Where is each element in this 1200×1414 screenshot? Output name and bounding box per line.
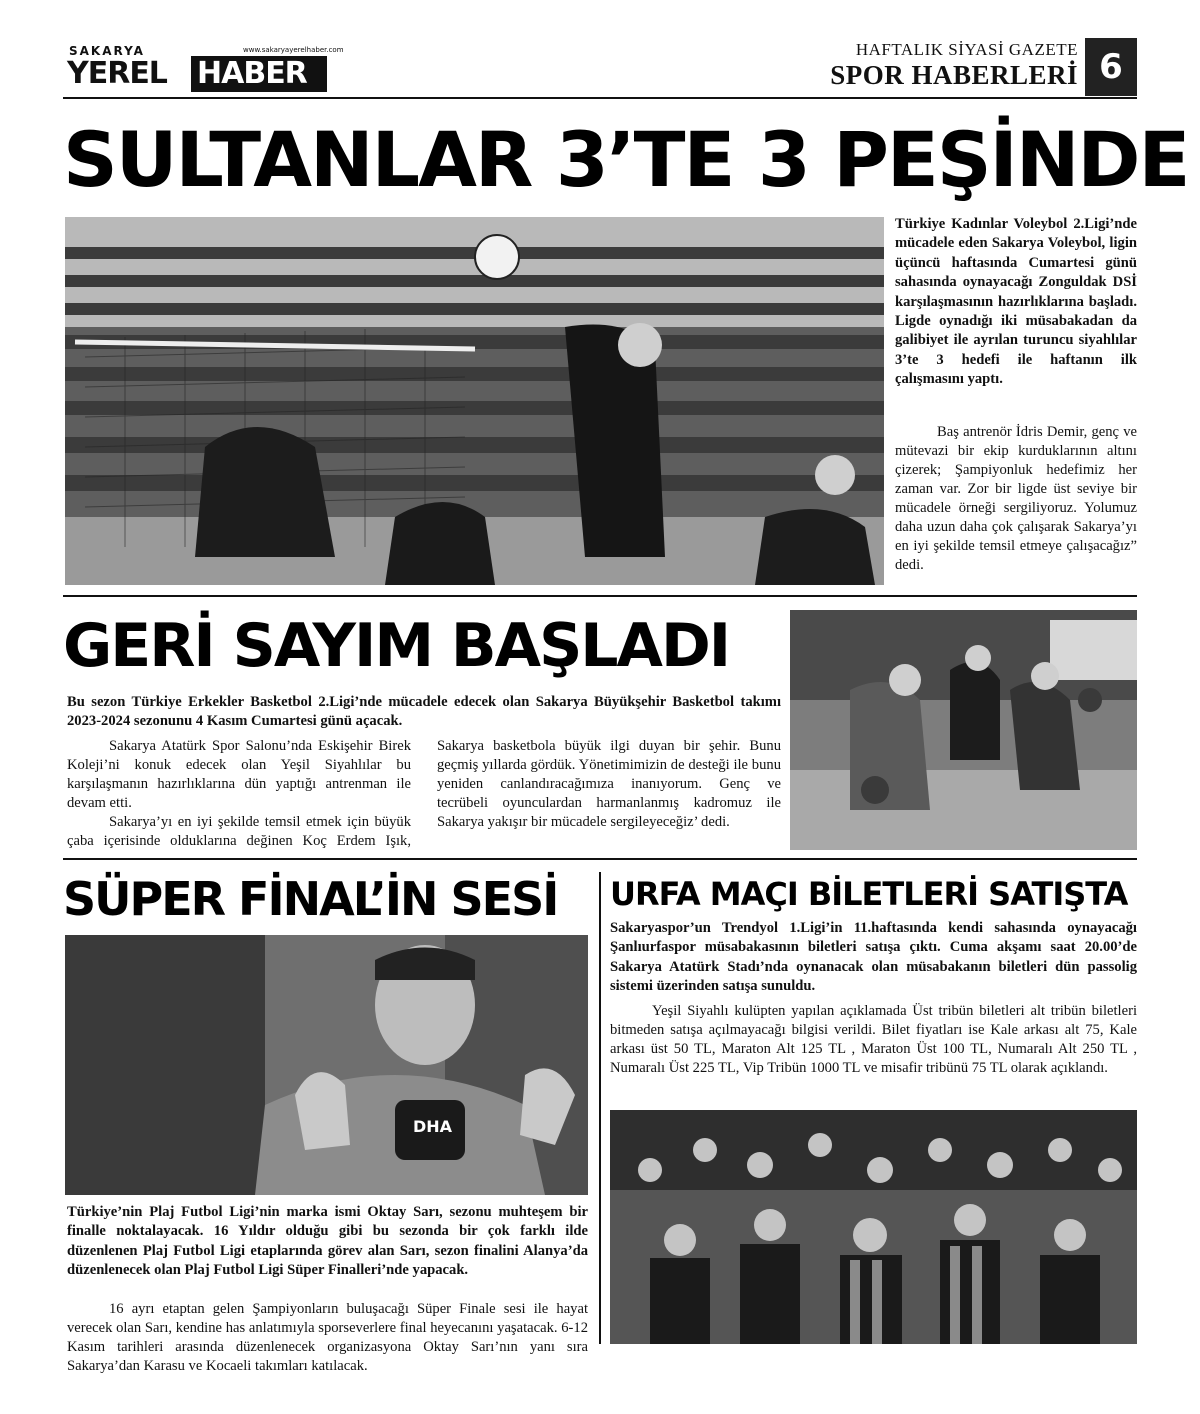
story2-body-paragraph: Sakarya’yı en iyi şekilde temsil etmek için büyük çaba içerisinde olduklarına değinen Koç Erdem Işık, Sakarya basketbola büyük ilgi duyan bir şehir. Bunu geçmiş yıllarda gördük. Yönetimimizin de desteği ile bunu yeniden canlandıracağımıza inanıyorum. Genç ve tecrübeli oyunculardan harmanlanmış kadromuz ile Sakarya yakışır bir mücadele sergileyeceğiz’ dedi.	[67, 738, 781, 849]
story2-lead: Bu sezon Türkiye Erkekler Basketbol 2.Ligi’nde mücadele edecek olan Sakarya Büyükşehir Basketbol takımı 2023-2024 sezonunu 4 Kasım Cumartesi günü açacak.	[67, 694, 781, 730]
section-divider	[63, 595, 1137, 597]
logo-url: www.sakaryayerelhaber.com	[243, 46, 344, 54]
story1-body	[895, 423, 1137, 575]
story3-body	[67, 1300, 588, 1376]
story3-body-paragraph: 16 ayrı etaptan gelen Şampiyonların buluşacağı Süper Finale sesi ile hayat verecek olan Sarı, kendine has anlatımıyla sporseverlere final heyecanını yaşatacak. 6-12 Kasım tarihleri arasında düzenlenecek organizasyona Oktay Sarı’nın yanı sıra Sakarya’dan Karasu ve Kocaeli takımları katılacak.	[67, 1301, 588, 1374]
dha-logo: DHA	[413, 1117, 453, 1136]
logo-yerel: YEREL	[67, 56, 167, 91]
page-number: 6	[1085, 38, 1137, 96]
story2-headline: GERİ SAYIM BAŞLADI	[63, 611, 730, 681]
logo-haber: HABER	[191, 56, 327, 92]
story1-body-paragraph: Baş antrenör İdris Demir, genç ve mütevazi bir ekip kurduklarının altını çizerek; Şampiyonluk hedefimiz her zaman var. Zor bir ligde üst seviye bir mücadele örneği sergiliyoruz. Yolumuz daha uzun daha çok çalışarak Sakarya’yı en iyi şekilde temsil etmeye çalışacağız” dedi.	[895, 424, 1137, 573]
logo-city: SAKARYA	[69, 44, 145, 58]
story4-body-paragraph: Yeşil Siyahlı kulüpten yapılan açıklamada Üst tribün biletleri alt tribün biletleri bitmeden satışa açılmayacağı bilgisi verildi. Bilet fiyatları ise Kale arkası alt 75, Kale arkası üst 50 TL, Maraton Alt 125 TL , Maraton Üst 100 TL, Numaralı Alt 250 TL , Numaralı Üst 225 TL, Vip Tribün 1000 TL ve misafir tribünü 75 TL olarak açıklandı.	[610, 1003, 1137, 1076]
story1-lead: Türkiye Kadınlar Voleybol 2.Ligi’nde mücadele eden Sakarya Voleybol, ligin üçüncü haftasında Cumartesi günü sahasında oynayacağı Zonguldak DSİ karşılaşmasının hazırlıklarına başladı. Ligde oynadığı iki müsabakadan da galibiyet ile ayrılan turuncu siyahlılar 3’te 3 hedefi ile haftanın ilk çalışmasını yaptı.	[895, 216, 1137, 388]
story2-body	[67, 737, 781, 851]
section-divider	[63, 858, 1137, 860]
story3-lead: Türkiye’nin Plaj Futbol Ligi’nin marka ismi Oktay Sarı, sezonu muhteşem bir finalle noktalayacak. 16 Yıldır olduğu gibi bu sezonda bir çok farklı ilde düzenlenen Plaj Futbol Ligi etaplarında görev alan Sarı, sezon finalini Alanya’da düzenlenecek olan Plaj Futbol Ligi Süper Finalleri’nde yapacak.	[67, 1204, 588, 1279]
fans-photo	[610, 1110, 1137, 1344]
story2-body-paragraph: Sakarya Atatürk Spor Salonu’nda Eskişehir Birek Koleji’ni konuk edecek olan Yeşil Siyahlılar bu karşılaşmanın hazırlıklarına dün yaptığı antrenman ile devam etti.	[67, 738, 411, 811]
story1-headline: SULTANLAR 3’TE 3 PEŞİNDE	[63, 115, 1189, 204]
volleyball-photo	[65, 217, 884, 585]
newspaper-subtitle: HAFTALIK SİYASİ GAZETE	[855, 40, 1078, 59]
story3-headline: SÜPER FİNAL’İN SESİ	[63, 872, 558, 926]
logo	[63, 44, 344, 94]
header-rule	[63, 97, 1137, 99]
story4-headline: URFA MAÇI BİLETLERİ SATIŞTA	[610, 875, 1128, 913]
column-divider	[599, 872, 601, 1344]
section-title: SPOR HABERLERİ	[830, 60, 1078, 90]
story4-body	[610, 1002, 1137, 1078]
basketball-photo	[790, 610, 1137, 850]
story4-lead: Sakaryaspor’un Trendyol 1.Ligi’in 11.haftasında kendi sahasında oynayacağı Şanlıurfaspor müsabakasının biletleri satışa çıktı. Cuma akşamı saat 20.00’de Sakarya Atatürk Stadı’nda oynanacak olan müsabakanın biletleri dün passolig sistemi üzerinden satışa sunuldu.	[610, 920, 1137, 995]
commentator-photo	[65, 935, 588, 1195]
